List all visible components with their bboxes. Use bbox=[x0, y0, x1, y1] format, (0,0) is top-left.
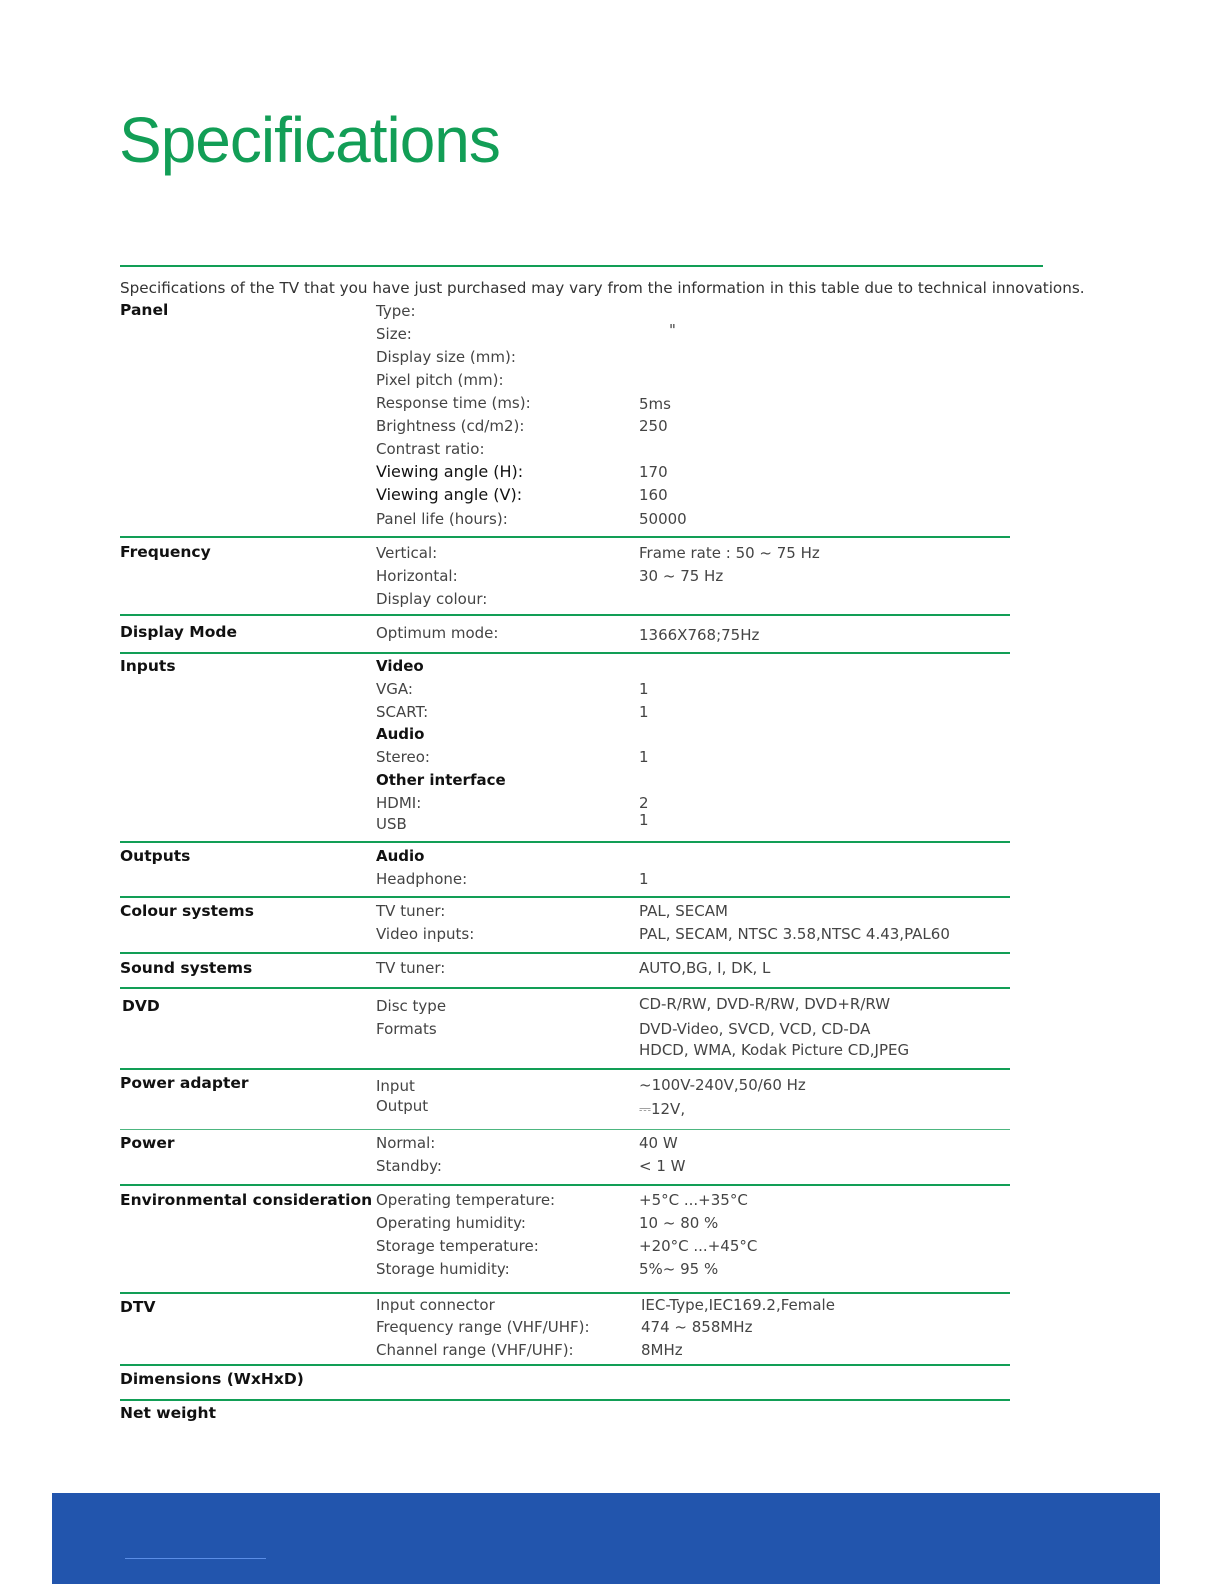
spec-value: " bbox=[669, 321, 676, 339]
section-dtv bbox=[120, 1294, 1010, 1366]
section-net-weight bbox=[120, 1401, 1010, 1431]
section-dvd bbox=[120, 989, 1010, 1070]
spec-label: Size: bbox=[376, 325, 412, 343]
spec-value: Frame rate : 50 ~ 75 Hz bbox=[639, 544, 820, 562]
spec-value: 10 ~ 80 % bbox=[639, 1214, 719, 1232]
spec-value: 30 ~ 75 Hz bbox=[639, 567, 724, 585]
spec-label: Operating humidity: bbox=[376, 1214, 526, 1232]
spec-value: ~100V-240V,50/60 Hz bbox=[639, 1076, 806, 1094]
spec-subheading: Audio bbox=[376, 725, 425, 743]
spec-label: Formats bbox=[376, 1020, 437, 1038]
spec-label: Storage temperature: bbox=[376, 1237, 539, 1255]
spec-subheading: Other interface bbox=[376, 771, 506, 789]
spec-label: Normal: bbox=[376, 1134, 436, 1152]
spec-label: Horizontal: bbox=[376, 567, 458, 585]
spec-value: 2 bbox=[639, 794, 649, 812]
spec-label: Type: bbox=[376, 302, 416, 320]
spec-value: +5°C ...+35°C bbox=[639, 1191, 748, 1209]
spec-value: 170 bbox=[639, 463, 668, 481]
spec-label: Operating temperature: bbox=[376, 1191, 556, 1209]
spec-label: Disc type bbox=[376, 997, 447, 1015]
footer-link-underline[interactable] bbox=[125, 1558, 266, 1559]
spec-value: HDCD, WMA, Kodak Picture CD,JPEG bbox=[639, 1041, 910, 1059]
intro-text: Specifications of the TV that you have just purchased may vary from the information in this table due to technical innovations. bbox=[120, 279, 1085, 297]
spec-value: 40 W bbox=[639, 1134, 678, 1152]
spec-label: Video inputs: bbox=[376, 925, 475, 943]
spec-label: Frequency range (VHF/UHF): bbox=[376, 1318, 590, 1336]
spec-value: +20°C ...+45°C bbox=[639, 1237, 758, 1255]
spec-value: 474 ~ 858MHz bbox=[641, 1318, 753, 1336]
spec-value: 160 bbox=[639, 486, 668, 504]
spec-label: Output bbox=[376, 1097, 429, 1115]
spec-label: Input connector bbox=[376, 1296, 495, 1314]
title-divider bbox=[120, 265, 1043, 267]
section-dimensions bbox=[120, 1366, 1010, 1401]
spec-value: 1366X768;75Hz bbox=[639, 626, 760, 644]
spec-value: 1 bbox=[639, 811, 649, 829]
spec-value: 250 bbox=[639, 417, 668, 435]
spec-label: Display size (mm): bbox=[376, 348, 516, 366]
section-sound-systems bbox=[120, 954, 1010, 989]
category-label: Frequency bbox=[120, 543, 211, 561]
spec-label: Pixel pitch (mm): bbox=[376, 371, 504, 389]
category-label: Display Mode bbox=[120, 623, 237, 641]
spec-value: AUTO,BG, I, DK, L bbox=[639, 959, 771, 977]
category-label: Colour systems bbox=[120, 902, 254, 920]
spec-value: 1 bbox=[639, 703, 649, 721]
spec-value: 1 bbox=[639, 870, 649, 888]
spec-label: Brightness (cd/m2): bbox=[376, 417, 525, 435]
spec-label: Headphone: bbox=[376, 870, 468, 888]
section-frequency bbox=[120, 538, 1010, 616]
category-label: Sound systems bbox=[120, 959, 253, 977]
category-label: DTV bbox=[120, 1298, 156, 1316]
spec-label: Panel life (hours): bbox=[376, 510, 508, 528]
spec-subheading: Video bbox=[376, 657, 424, 675]
category-label: Power adapter bbox=[120, 1074, 249, 1092]
spec-label: Storage humidity: bbox=[376, 1260, 510, 1278]
spec-value: 1 bbox=[639, 748, 649, 766]
spec-label: VGA: bbox=[376, 680, 413, 698]
footer-bar bbox=[52, 1493, 1160, 1584]
section-panel bbox=[120, 300, 1010, 538]
category-label: Power bbox=[120, 1134, 175, 1152]
section-colour-systems bbox=[120, 898, 1010, 954]
section-power bbox=[120, 1130, 1010, 1186]
spec-label: Optimum mode: bbox=[376, 624, 499, 642]
section-environment bbox=[120, 1186, 1010, 1294]
spec-subheading: Audio bbox=[376, 847, 425, 865]
section-display-mode bbox=[120, 616, 1010, 654]
spec-label: TV tuner: bbox=[376, 902, 446, 920]
spec-value: ⎓12V, bbox=[639, 1100, 686, 1118]
spec-value: DVD-Video, SVCD, VCD, CD-DA bbox=[639, 1020, 871, 1038]
spec-label: Vertical: bbox=[376, 544, 438, 562]
category-label: DVD bbox=[122, 997, 160, 1015]
spec-value: 5ms bbox=[639, 395, 671, 413]
spec-value: PAL, SECAM bbox=[639, 902, 728, 920]
spec-label: TV tuner: bbox=[376, 959, 446, 977]
spec-label: Standby: bbox=[376, 1157, 442, 1175]
category-label: Dimensions (WxHxD) bbox=[120, 1370, 304, 1388]
spec-label: Response time (ms): bbox=[376, 394, 531, 412]
category-label: Environmental consideration bbox=[120, 1191, 373, 1209]
spec-value: 8MHz bbox=[641, 1341, 683, 1359]
spec-value: CD-R/RW, DVD-R/RW, DVD+R/RW bbox=[639, 995, 891, 1013]
spec-value: PAL, SECAM, NTSC 3.58,NTSC 4.43,PAL60 bbox=[639, 925, 950, 943]
section-outputs bbox=[120, 843, 1010, 898]
spec-label: Stereo: bbox=[376, 748, 430, 766]
spec-label: USB bbox=[376, 815, 407, 833]
spec-label: Channel range (VHF/UHF): bbox=[376, 1341, 574, 1359]
page-title: Specifications bbox=[119, 104, 500, 176]
spec-label: Viewing angle (V): bbox=[376, 485, 523, 504]
spec-label: Viewing angle (H): bbox=[376, 462, 524, 481]
category-label: Net weight bbox=[120, 1404, 216, 1422]
spec-value: 50000 bbox=[639, 510, 687, 528]
spec-label: SCART: bbox=[376, 703, 429, 721]
spec-value: 5%~ 95 % bbox=[639, 1260, 719, 1278]
spec-label: Input bbox=[376, 1077, 415, 1095]
section-inputs bbox=[120, 654, 1010, 843]
spec-value: IEC-Type,IEC169.2,Female bbox=[641, 1296, 835, 1314]
spec-value: < 1 W bbox=[639, 1157, 686, 1175]
spec-label: Display colour: bbox=[376, 590, 488, 608]
section-power-adapter bbox=[120, 1070, 1010, 1130]
spec-value: 1 bbox=[639, 680, 649, 698]
spec-label: Contrast ratio: bbox=[376, 440, 485, 458]
category-label: Inputs bbox=[120, 657, 176, 675]
spec-label: HDMI: bbox=[376, 794, 422, 812]
category-label: Panel bbox=[120, 301, 169, 319]
category-label: Outputs bbox=[120, 847, 191, 865]
